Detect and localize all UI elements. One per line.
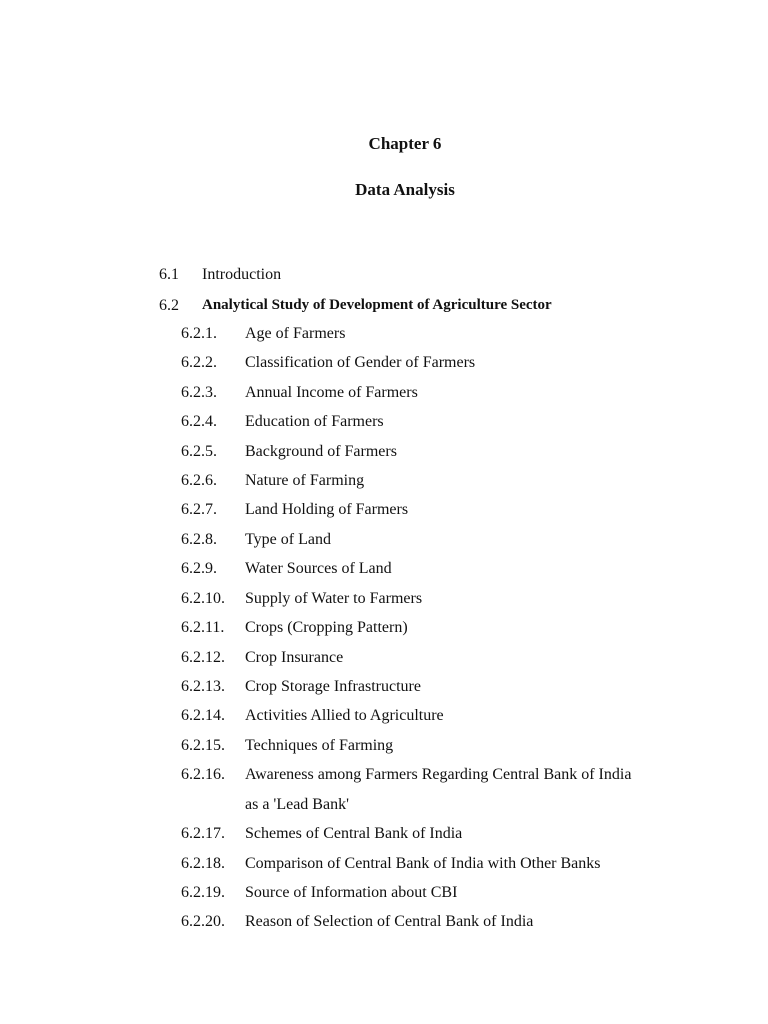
subsection-title: Activities Allied to Agriculture	[245, 707, 444, 724]
section-title: Introduction	[202, 266, 282, 283]
chapter-number: Chapter 6	[368, 134, 442, 153]
subsection-number: 6.2.10.	[181, 590, 225, 607]
subsection-number: 6.2.15.	[181, 737, 225, 754]
subsection-number: 6.2.2.	[181, 354, 217, 371]
subsection-number: 6.2.18.	[181, 855, 225, 872]
subsection-title: Background of Farmers	[245, 443, 397, 460]
subsection-title: Education of Farmers	[245, 413, 384, 430]
subsection-number: 6.2.8.	[181, 531, 217, 548]
subsection-number: 6.2.7.	[181, 501, 217, 518]
section-number: 6.1	[159, 266, 179, 283]
subsection-title: Classification of Gender of Farmers	[245, 354, 476, 371]
subsection-number: 6.2.9.	[181, 560, 217, 577]
subsection-title: Crop Storage Infrastructure	[245, 678, 421, 695]
subsection-number: 6.2.4.	[181, 413, 217, 430]
section-title: Analytical Study of Development of Agriculture Sector	[202, 297, 552, 313]
subsection-title: Land Holding of Farmers	[245, 501, 409, 518]
subsection-title: Annual Income of Farmers	[245, 384, 418, 401]
subsection-number: 6.2.20.	[181, 913, 225, 930]
subsection-title: Age of Farmers	[245, 325, 346, 342]
subsection-number: 6.2.5.	[181, 443, 217, 460]
subsection-number: 6.2.16.	[181, 766, 225, 783]
subsection-number: 6.2.3.	[181, 384, 217, 401]
subsection-number: 6.2.11.	[181, 619, 225, 636]
subsection-number: 6.2.17.	[181, 825, 225, 842]
subsection-title: Source of Information about CBI	[245, 884, 458, 901]
subsection-title: Awareness among Farmers Regarding Central Bank of India	[245, 766, 632, 783]
chapter-title: Data Analysis	[355, 180, 455, 199]
subsection-title: Reason of Selection of Central Bank of India	[245, 913, 534, 930]
subsection-title: Crops (Cropping Pattern)	[245, 619, 408, 636]
subsection-title: Water Sources of Land	[245, 560, 392, 577]
subsection-number: 6.2.6.	[181, 472, 217, 489]
section-number: 6.2	[159, 297, 179, 314]
subsection-title: Nature of Farming	[245, 472, 365, 489]
subsection-title: Crop Insurance	[245, 649, 344, 666]
subsection-number: 6.2.1.	[181, 325, 217, 342]
subsection-title-continuation: as a 'Lead Bank'	[245, 796, 349, 813]
subsection-title: Type of Land	[245, 531, 331, 548]
subsection-title: Schemes of Central Bank of India	[245, 825, 463, 842]
subsection-number: 6.2.14.	[181, 707, 225, 724]
subsection-title: Supply of Water to Farmers	[245, 590, 423, 607]
subsection-number: 6.2.13.	[181, 678, 225, 695]
subsection-title: Comparison of Central Bank of India with Other Banks	[245, 855, 601, 872]
subsection-title: Techniques of Farming	[245, 737, 394, 754]
subsection-number: 6.2.12.	[181, 649, 225, 666]
subsection-number: 6.2.19.	[181, 884, 225, 901]
